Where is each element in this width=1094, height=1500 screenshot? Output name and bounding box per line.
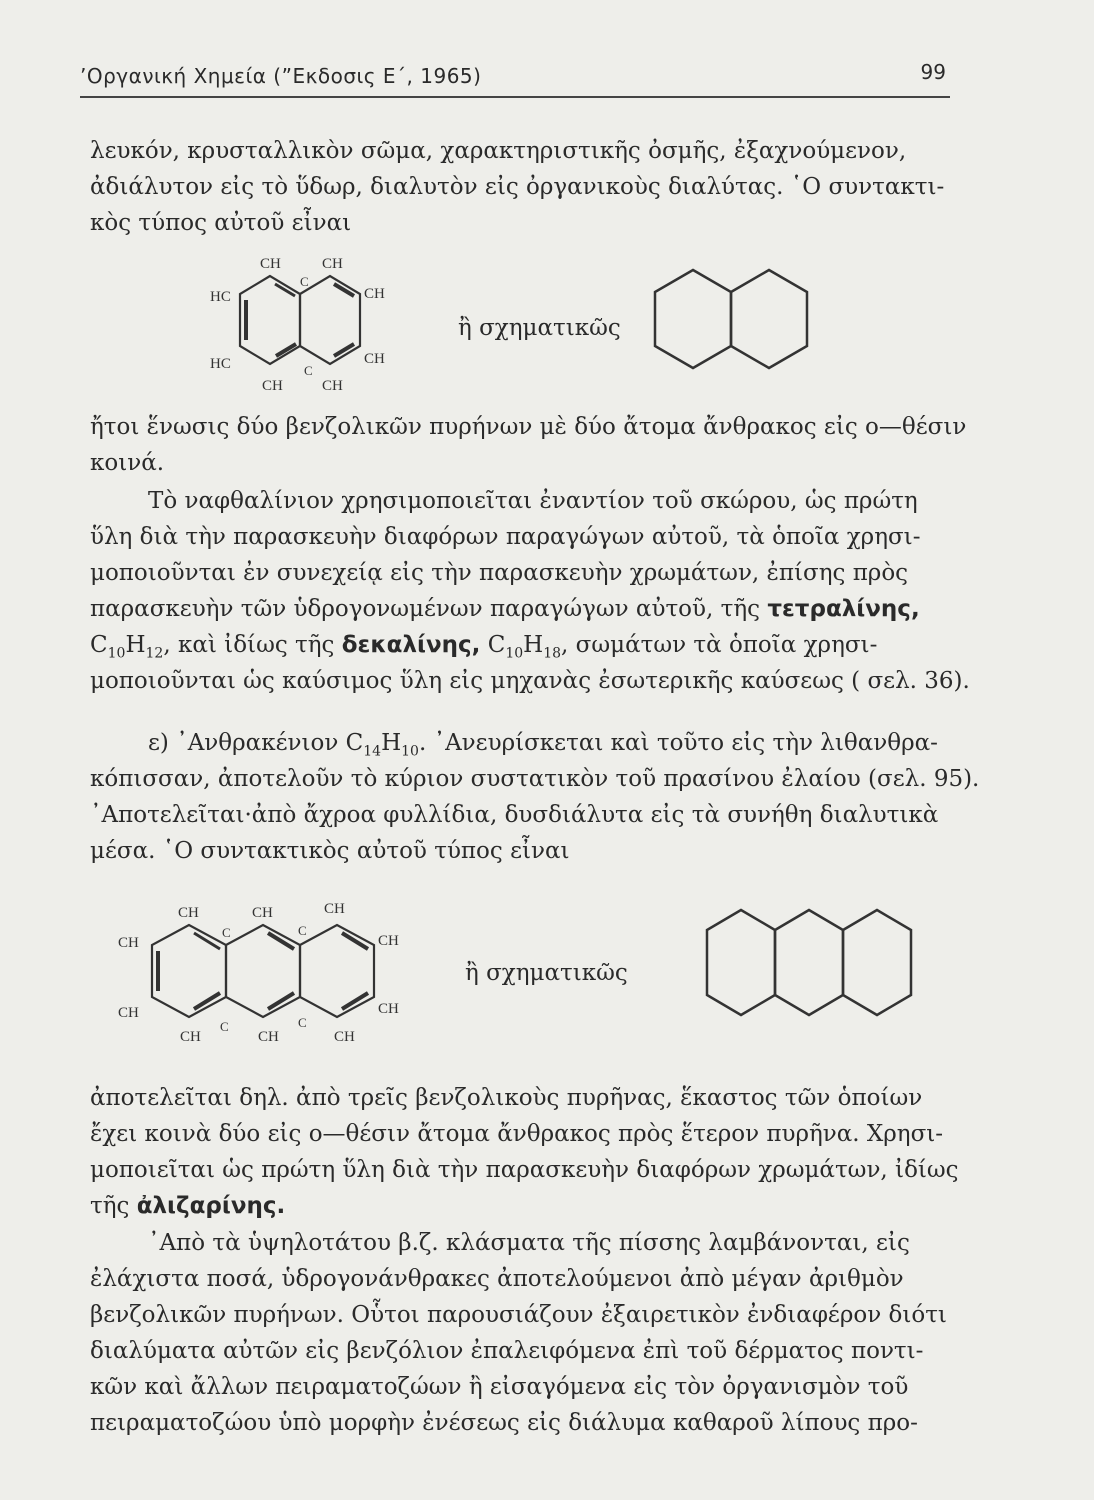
atom-label: HC — [210, 289, 231, 305]
atom-label: C — [222, 925, 231, 940]
text-line: ἐλάχιστα ποσά, ὑδρογονάνθρακες ἀποτελούμενοι ἀπὸ μέγαν ἀριθμὸν — [90, 1266, 904, 1292]
text-line — [148, 730, 938, 760]
naphthalene-skeletal — [640, 262, 820, 382]
text-line: πειραματοζώου ὑπὸ μορφὴν ἐνέσεως εἰς διάλυμα καθαροῦ λίπους προ- — [90, 1410, 918, 1436]
compound-name-alizarin: ἀλιζαρίνης. — [136, 1193, 286, 1219]
atom-label: CH — [364, 286, 385, 302]
atom-label: C — [298, 1015, 307, 1030]
text-span: τῆς — [90, 1193, 130, 1219]
atom-label: C — [304, 363, 313, 378]
text-line: κὸς τύπος αὐτοῦ εἶναι — [90, 210, 352, 236]
atom-label: CH — [322, 378, 343, 394]
formula-c: C — [487, 632, 506, 658]
formula-h: H — [125, 632, 146, 658]
atom-label: CH — [118, 935, 139, 951]
atom-label: CH — [260, 256, 281, 272]
anthracene-structure — [112, 895, 432, 1055]
atom-label: CH — [334, 1029, 355, 1045]
formula-subscript: 14 — [363, 743, 382, 760]
formula-subscript: 10 — [505, 645, 524, 662]
text-line: κόπισσαν, ἀποτελοῦν τὸ κύριον συστατικὸν τοῦ πρασίνου ἐλαίου (σελ. 95). — [90, 766, 980, 792]
text-line — [90, 1193, 285, 1219]
formula-h: H — [523, 632, 544, 658]
atom-label: CH — [178, 905, 199, 921]
page-header — [80, 60, 950, 98]
atom-label: CH — [322, 256, 343, 272]
text-line: ἔχει κοινὰ δύο εἰς ο—θέσιν ἄτομα ἄνθρακος πρὸς ἕτερον πυρῆνα. Χρησι- — [90, 1121, 944, 1147]
atom-label: CH — [118, 1005, 139, 1021]
text-line: ἤτοι ἕνωσις δύο βενζολικῶν πυρήνων μὲ δύο ἄτομα ἄνθρακος εἰς ο—θέσιν — [90, 414, 967, 440]
text-line: διαλύματα αὐτῶν εἰς βενζόλιον ἐπαλειφόμενα ἐπὶ τοῦ δέρματος ποντι- — [90, 1338, 924, 1364]
schematic-label: ἢ σχηματικῶς — [465, 960, 628, 986]
text-line: μοποιεῖται ὡς πρώτη ὕλη διὰ τὴν παρασκευὴν διαφόρων χρωμάτων, ἰδίως — [90, 1157, 959, 1183]
compound-name-tetralin: τετραλίνης, — [767, 596, 920, 622]
atom-label: C — [220, 1019, 229, 1034]
text-span: παρασκευὴν τῶν ὑδρογονωμένων παραγώγων αὐτοῦ, τῆς — [90, 596, 761, 622]
formula-subscript: 10 — [107, 645, 126, 662]
page-number: 99 — [920, 60, 946, 84]
anthracene-ring-right — [300, 925, 374, 1017]
atom-label: CH — [180, 1029, 201, 1045]
anthracene-ring-left — [152, 925, 226, 1017]
anthracene-ring-middle — [226, 925, 300, 1017]
text-line: ᾿Αποτελεῖται·ἀπὸ ἄχροα φυλλίδια, δυσδιάλυτα εἰς τὰ συνήθη διαλυτικὰ — [90, 802, 939, 828]
atom-label: HC — [210, 356, 231, 372]
text-line — [90, 596, 920, 622]
text-line: μέσα. ῾Ο συντακτικὸς αὐτοῦ τύπος εἶναι — [90, 838, 570, 864]
atom-label: CH — [252, 905, 273, 921]
atom-label: C — [298, 923, 307, 938]
anthracene-skeletal — [695, 900, 935, 1030]
atom-label: CH — [262, 378, 283, 394]
formula-h: H — [381, 730, 402, 756]
naphthalene-ring-right — [300, 276, 360, 364]
text-line: ᾿Απὸ τὰ ὑψηλοτάτου β.ζ. κλάσματα τῆς πίσσης λαμβάνονται, εἰς — [148, 1230, 910, 1256]
text-line: βενζολικῶν πυρήνων. Οὗτοι παρουσιάζουν ἐξαιρετικὸν ἐνδιαφέρον διότι — [90, 1302, 947, 1328]
text-span: ε) ᾿Ανθρακένιον — [148, 730, 339, 756]
text-line: ἀδιάλυτον εἰς τὸ ὕδωρ, διαλυτὸν εἰς ὀργανικοὺς διαλύτας. ῾Ο συντακτι- — [90, 174, 945, 200]
naphthalene-ring-left — [240, 276, 300, 364]
text-span: . ᾿Ανευρίσκεται καὶ τοῦτο εἰς τὴν λιθανθρα- — [418, 730, 938, 756]
text-line: κῶν καὶ ἄλλων πειραματοζώων ἢ εἰσαγόμενα εἰς τὸν ὀργανισμὸν τοῦ — [90, 1374, 909, 1400]
atom-label: CH — [258, 1029, 279, 1045]
text-line — [90, 632, 877, 662]
formula-c: C — [345, 730, 364, 756]
compound-name-decalin: δεκαλίνης, — [341, 632, 481, 658]
text-line: ὕλη διὰ τὴν παρασκευὴν διαφόρων παραγώγων αὐτοῦ, τὰ ὁποῖα χρησι- — [90, 524, 921, 550]
text-line: λευκόν, κρυσταλλικὸν σῶμα, χαρακτηριστικῆς ὀσμῆς, ἐξαχνούμενον, — [90, 138, 907, 164]
formula-subscript: 12 — [145, 645, 164, 662]
text-line: μοποιοῦνται ἐν συνεχείᾳ εἰς τὴν παρασκευὴν χρωμάτων, ἐπίσης πρὸς — [90, 560, 909, 586]
formula-subscript: 10 — [401, 743, 419, 760]
running-title: ’Οργανική Χημεία (”Εκδοσις Ε΄, 1965) — [80, 64, 482, 88]
text-line: κοινά. — [90, 450, 165, 476]
atom-label: CH — [378, 1001, 399, 1017]
schematic-label: ἢ σχηματικῶς — [458, 315, 621, 341]
formula-c: C — [90, 632, 108, 658]
text-span: , καὶ ἰδίως τῆς — [163, 632, 335, 658]
text-line: μοποιοῦνται ὡς καύσιμος ὕλη εἰς μηχανὰς ἐσωτερικῆς καύσεως ( σελ. 36). — [90, 668, 970, 694]
text-line: ἀποτελεῖται δηλ. ἀπὸ τρεῖς βενζολικοὺς πυρῆνας, ἕκαστος τῶν ὁποίων — [90, 1085, 923, 1111]
naphthalene-structure — [200, 248, 450, 408]
formula-subscript: 18 — [543, 645, 562, 662]
atom-label: C — [300, 274, 309, 289]
text-line: Τὸ ναφθαλίνιον χρησιμοποιεῖται ἐναντίον τοῦ σκώρου, ὡς πρώτη — [148, 488, 918, 514]
atom-label: CH — [378, 933, 399, 949]
atom-label: CH — [324, 901, 345, 917]
atom-label: CH — [364, 351, 385, 367]
text-span: , σωμάτων τὰ ὁποῖα χρησι- — [561, 632, 878, 658]
